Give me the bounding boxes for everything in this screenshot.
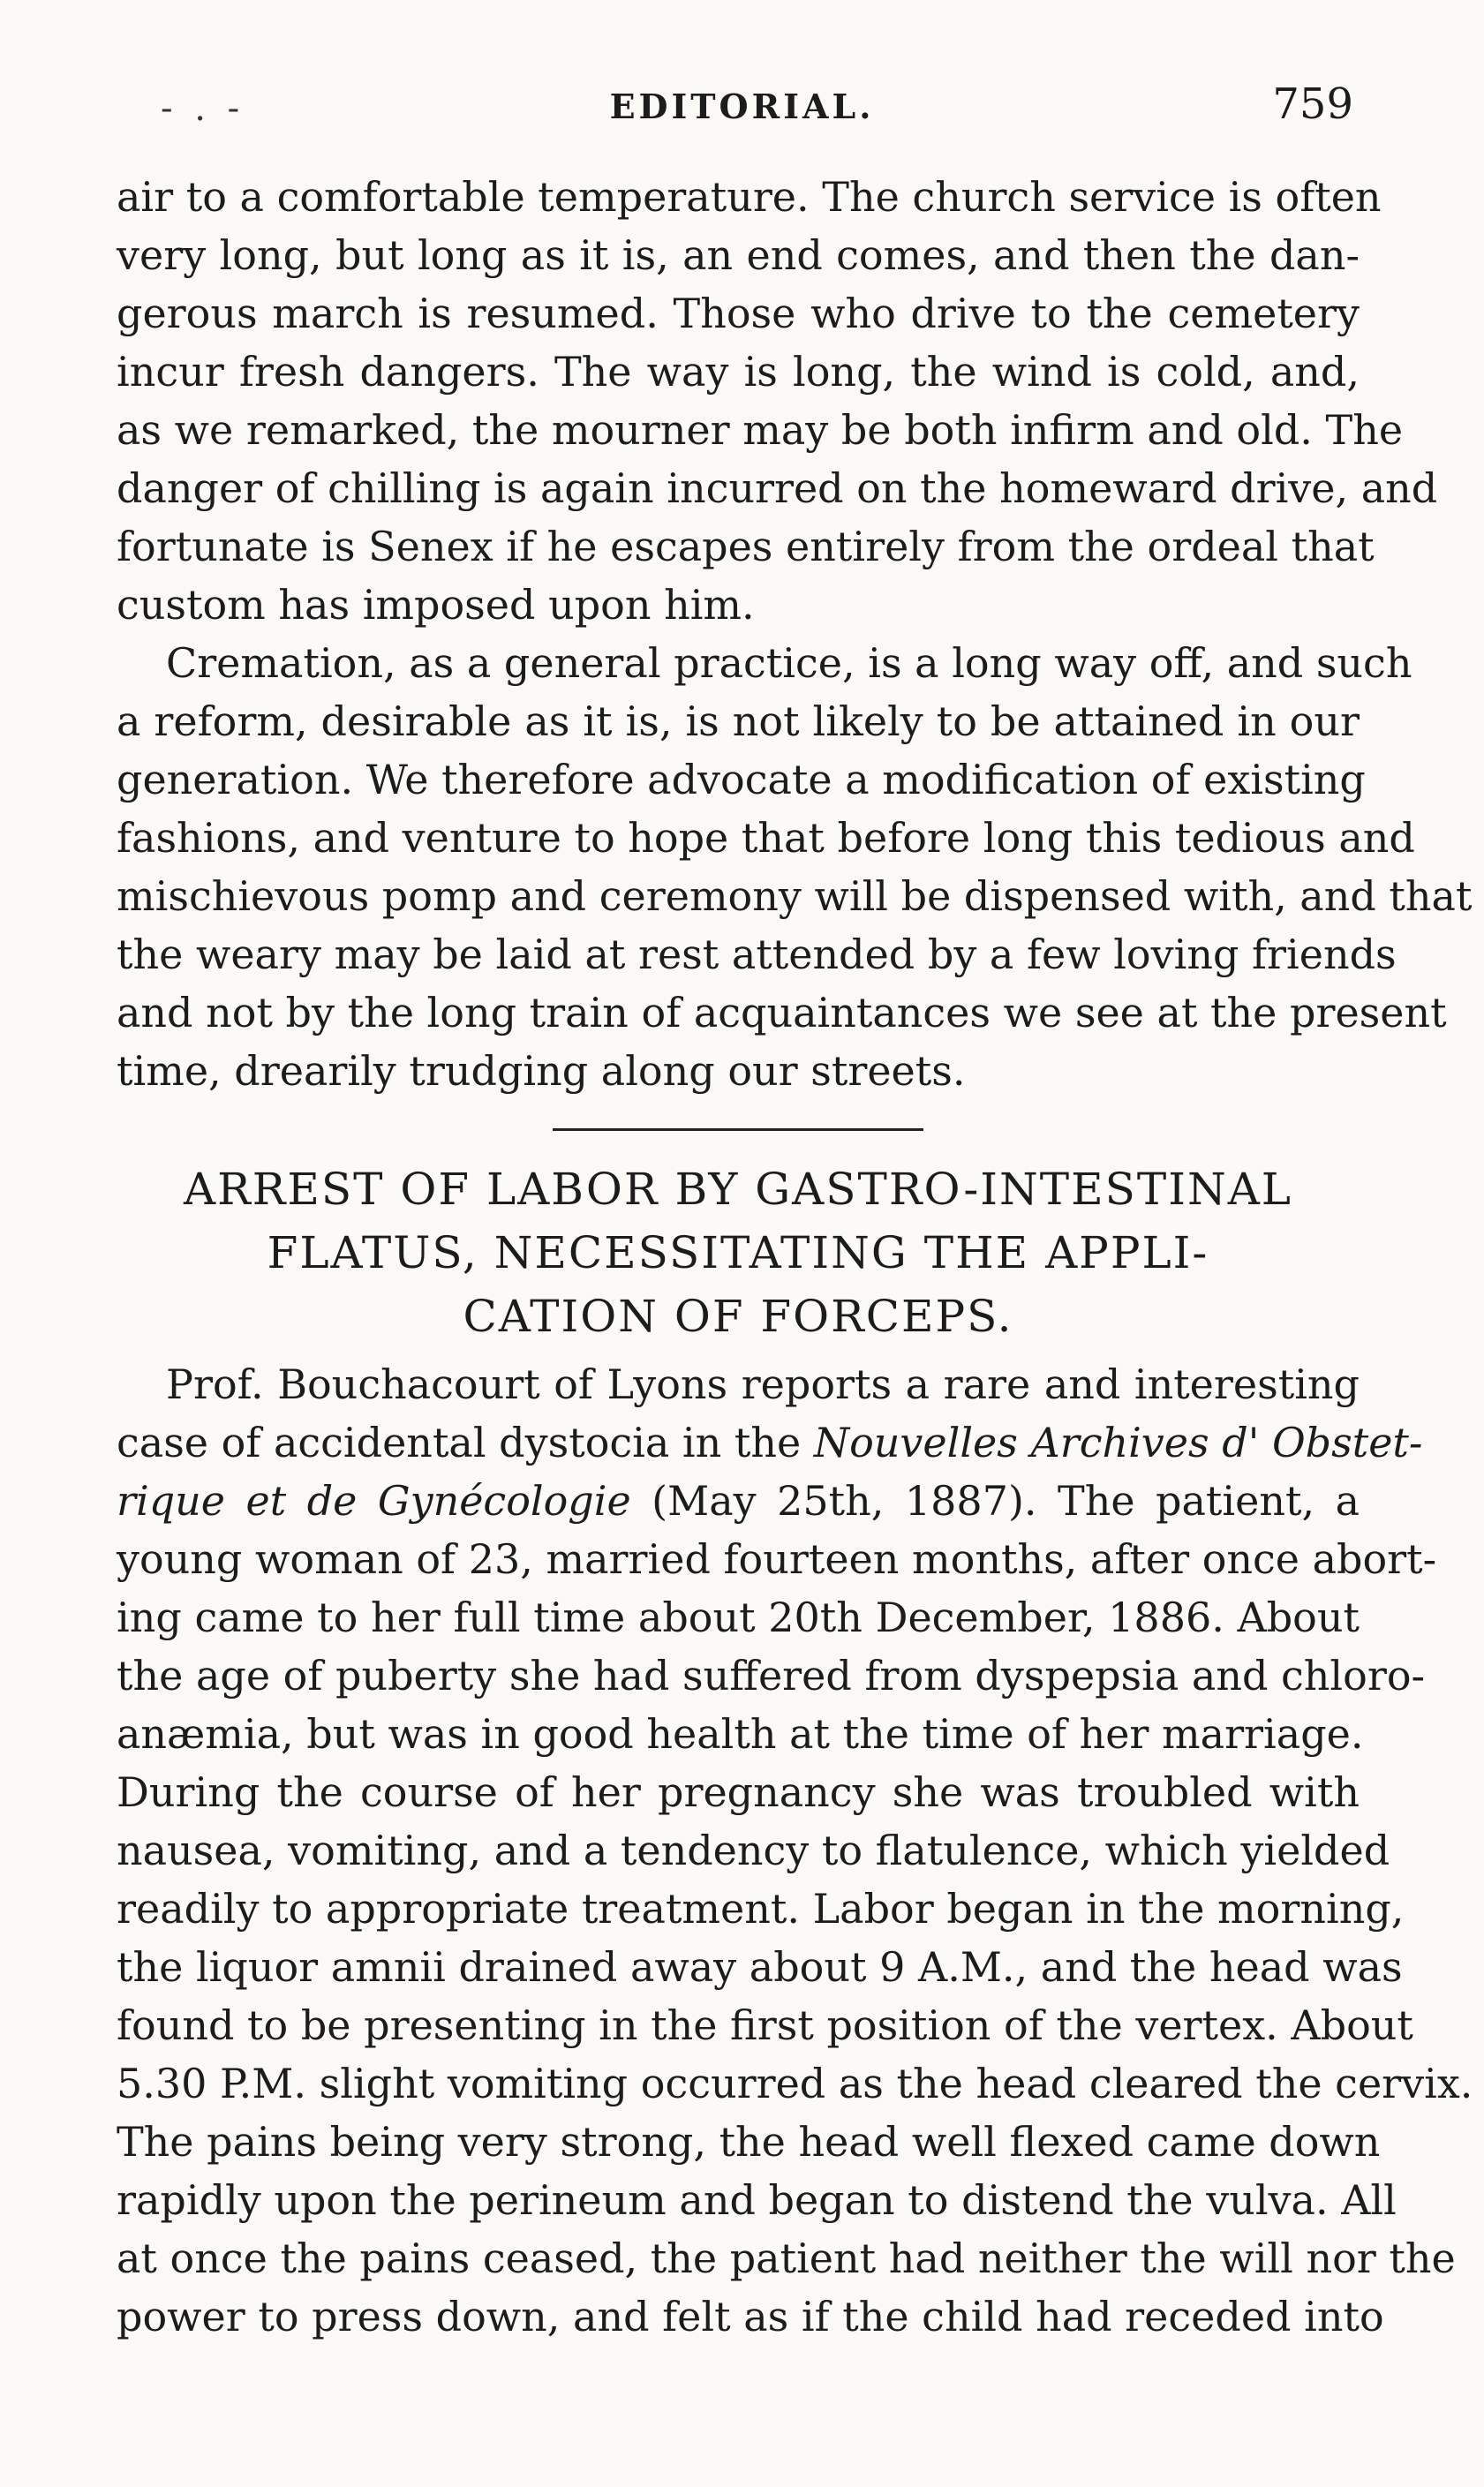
text-line: During the course of her pregnancy she was troubled with — [117, 1768, 1360, 1816]
text-line — [117, 1413, 1423, 1472]
paragraph-2 — [117, 634, 1473, 1100]
paragraph-3 — [117, 1355, 1473, 2346]
text-line: power to press down, and felt as if the child had receded into — [117, 2293, 1384, 2340]
text-line: anæmia, but was in good health at the time of her marriage. — [117, 1710, 1364, 1758]
text-line: young woman of 23, married fourteen months, after once abort- — [117, 1535, 1437, 1583]
text-line: fortunate is Senex if he escapes entirely from the ordeal that — [117, 523, 1375, 570]
text-line: very long, but long as it is, an end comes, and then the dan- — [117, 231, 1360, 279]
text-line: rapidly upon the perineum and began to distend the vulva. All — [117, 2176, 1397, 2224]
running-head: EDITORIAL. — [609, 87, 875, 126]
text-line: The pains being very strong, the head well flexed came down — [117, 2118, 1381, 2166]
text-line: gerous march is resumed. Those who drive to the cemetery — [117, 290, 1360, 337]
article-title — [117, 1157, 1360, 1348]
text-line: Cremation, as a general practice, is a long way off, and such — [166, 639, 1412, 687]
text-line: custom has imposed upon him. — [117, 581, 755, 629]
text-line: fashions, and venture to hope that before long this tedious and — [117, 814, 1415, 862]
text-line: incur fresh dangers. The way is long, the wind is cold, and, — [117, 348, 1360, 396]
text-line: air to a comfortable temperature. The church service is often — [117, 173, 1382, 221]
text-line: a reform, desirable as it is, is not likely to be attained in our — [117, 697, 1360, 745]
text-line: found to be presenting in the first position of the vertex. About — [117, 2001, 1413, 2049]
title-line: ARREST OF LABOR BY GASTRO-INTESTINAL — [183, 1164, 1293, 1215]
text-line: Prof. Bouchacourt of Lyons reports a rare and interesting — [166, 1360, 1360, 1408]
title-line: CATION OF FORCEPS. — [463, 1291, 1013, 1342]
text-line: at once the pains ceased, the patient had neither the will nor the — [117, 2235, 1456, 2282]
text-line: mischievous pomp and ceremony will be dispensed with, and that — [117, 872, 1473, 920]
text-line: readily to appropriate treatment. Labor began in the morning, — [117, 1885, 1405, 1933]
text-line: and not by the long train of acquaintances we see at the present — [117, 989, 1447, 1036]
journal-title: Nouvelles Archives d' Obstet- — [813, 1419, 1423, 1466]
text-line: the age of puberty she had suffered from dyspepsia and chloro- — [117, 1652, 1426, 1699]
header-mark: - . - — [161, 88, 245, 129]
paragraph-1 — [117, 168, 1438, 634]
text-line: generation. We therefore advocate a modification of existing — [117, 756, 1366, 803]
text-line: the weary may be laid at rest attended by a few loving friends — [117, 931, 1397, 978]
text-segment: (May 25th, 1887). The patient, a — [630, 1477, 1360, 1525]
text-line: danger of chilling is again incurred on the homeward drive, and — [117, 464, 1438, 512]
text-line: as we remarked, the mourner may be both infirm and old. The — [117, 406, 1404, 454]
title-line: FLATUS, NECESSITATING THE APPLI- — [267, 1227, 1209, 1278]
text-line: the liquor amnii drained away about 9 A.M., and the head was — [117, 1943, 1403, 1991]
text-segment: case of accidental dystocia in the — [117, 1419, 814, 1466]
page-body — [117, 168, 1473, 2346]
text-line — [117, 1472, 1360, 1530]
page-number: 759 — [1272, 79, 1353, 129]
text-line: time, drearily trudging along our streets. — [117, 1047, 966, 1095]
journal-title: rique et de Gynécologie — [117, 1477, 631, 1525]
text-line: ing came to her full time about 20th December, 1886. About — [117, 1594, 1360, 1641]
section-divider — [553, 1128, 923, 1131]
text-line: 5.30 P.M. slight vomiting occurred as the head cleared the cervix. — [117, 2060, 1473, 2107]
text-line: nausea, vomiting, and a tendency to flatulence, which yielded — [117, 1827, 1390, 1874]
